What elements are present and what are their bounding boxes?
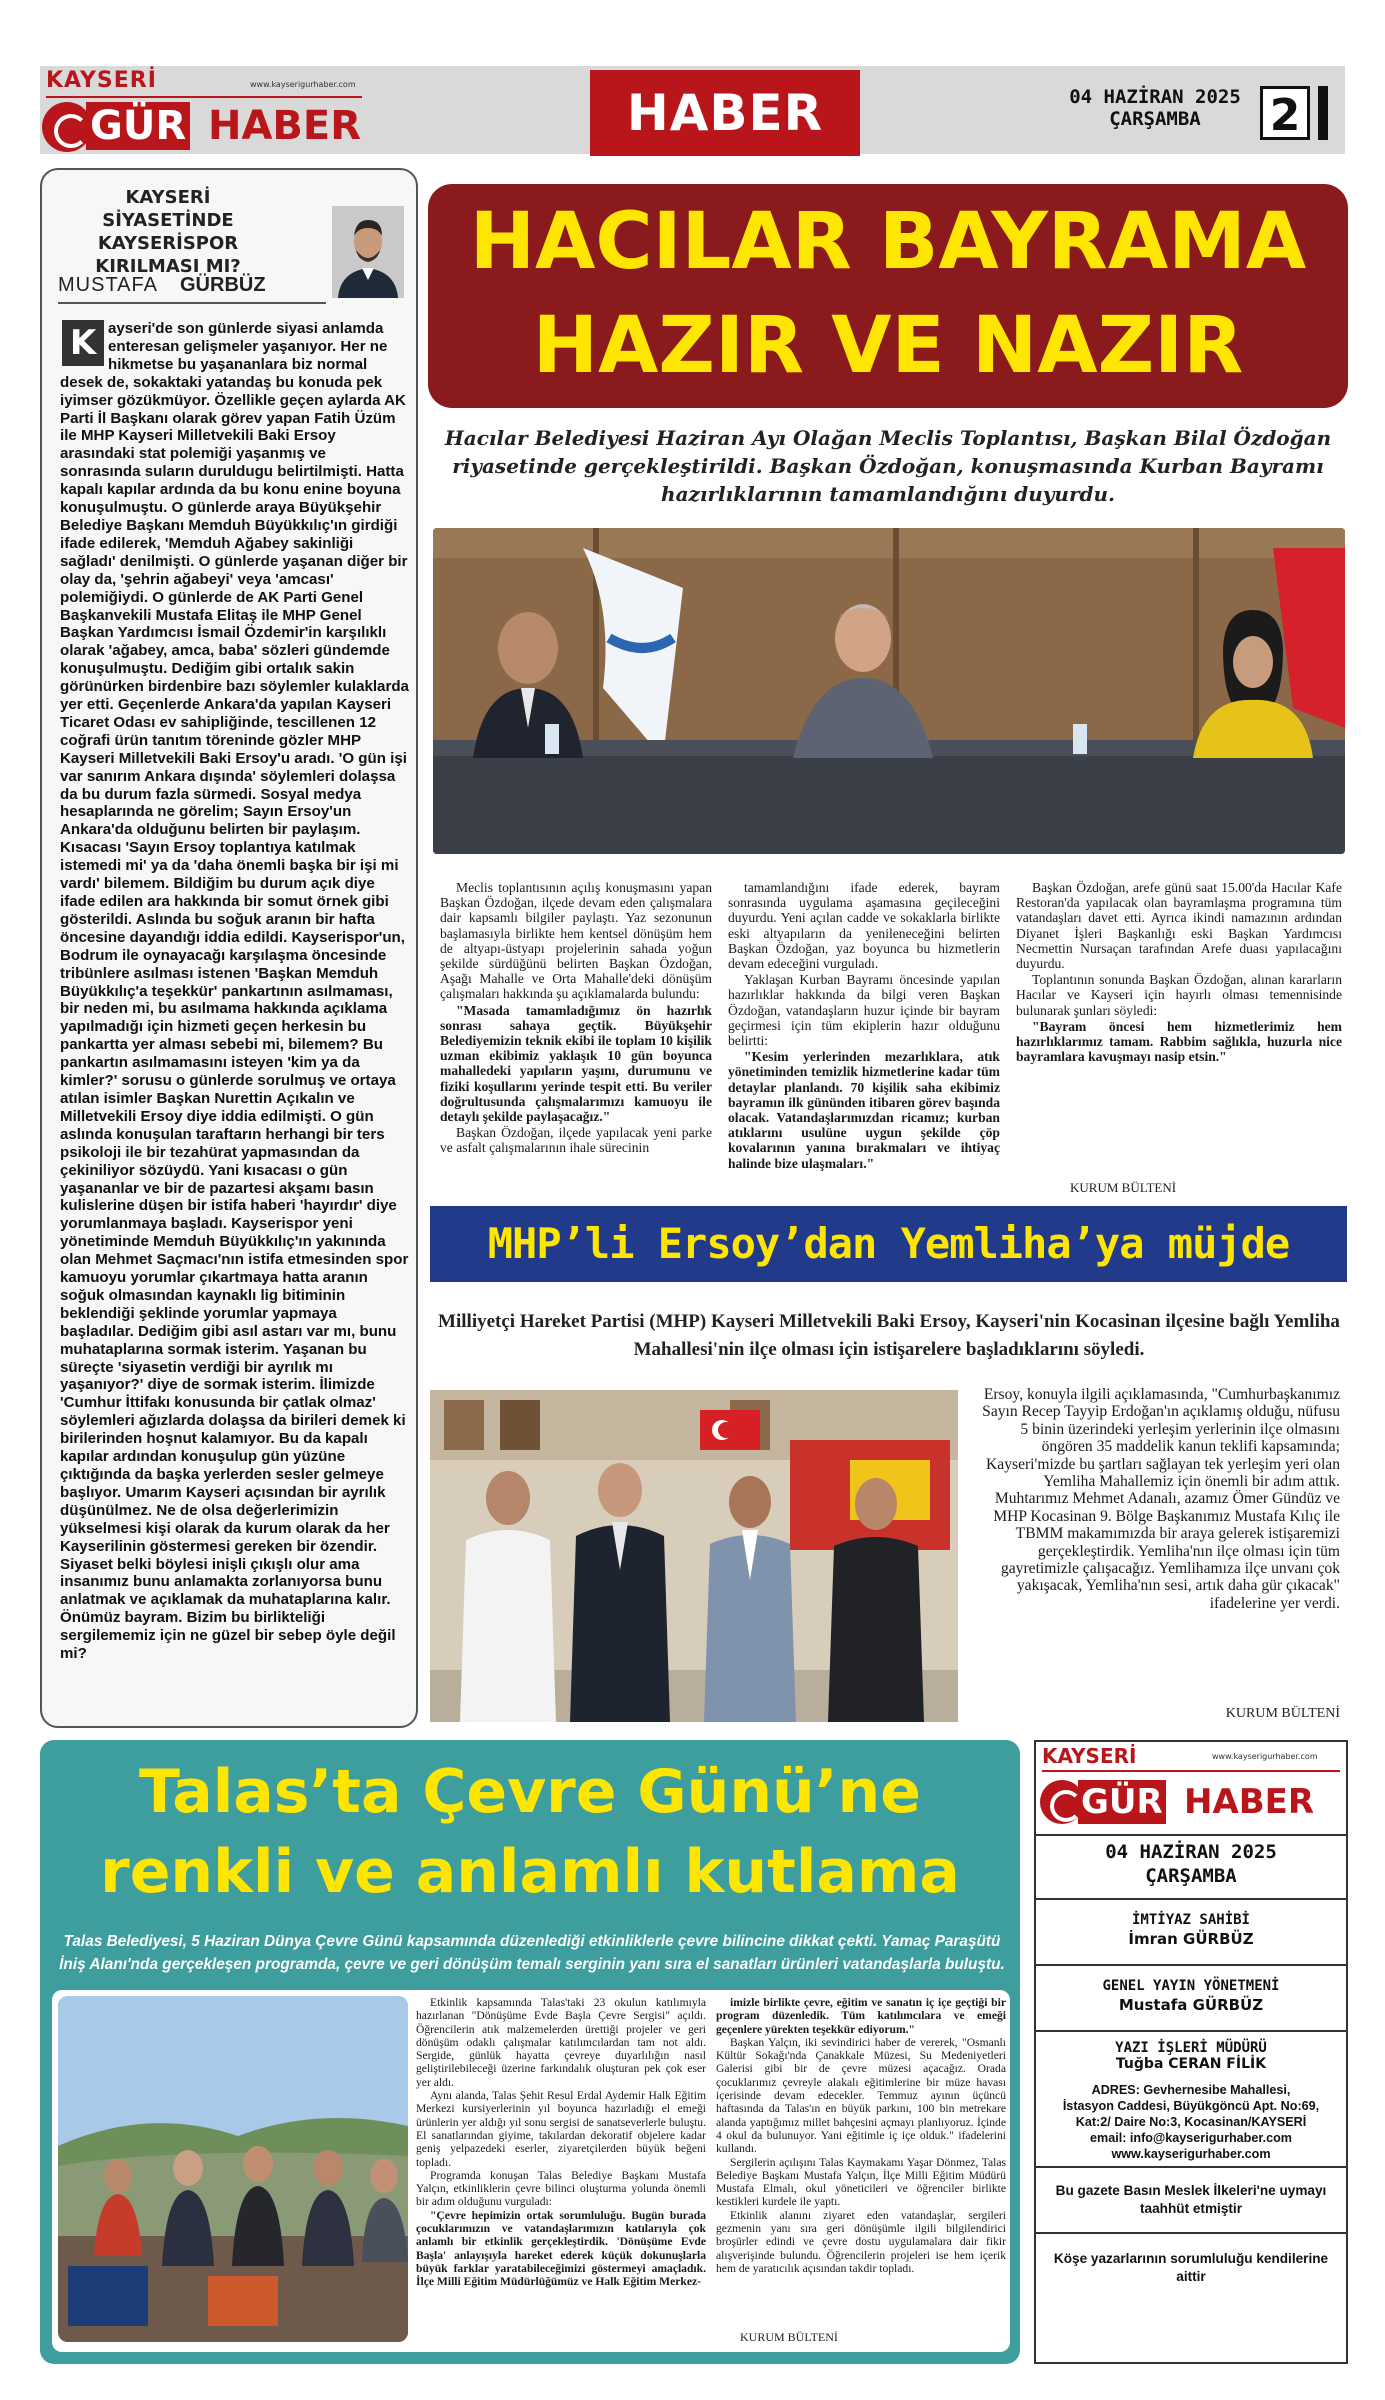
main-quote: "Bayram öncesi hem hizmetlerimiz hem hazırlıklarımız tamam. Rabbim sağlıkla, huzurla nice bayramlara kavuşmayı nasip etsin." <box>1016 1018 1342 1065</box>
logo-word-gur: GÜR <box>86 102 190 150</box>
masthead-logo-url: www.kayserigurhaber.com <box>1212 1752 1318 1761</box>
masthead-logo-city: KAYSERİ <box>1042 1744 1137 1768</box>
group-photo <box>430 1390 958 1722</box>
main-paragraph: Başkan Özdoğan, arefe günü saat 15.00'da Hacılar Kafe Restoran'da yapılacak olan bayramlaşma programına tüm vatandaşları davet etti. Ayrıca ikindi namazının ardından Diyanet İşleri Başkanlığı eski Başkan Yardımcısı Necmettin Nursaçan tarafından Arefe duası yapılacağını duyurdu. <box>1016 880 1342 972</box>
address-line: Kat:2/ Daire No:3, Kocasinan/KAYSERİ <box>1075 2115 1307 2129</box>
event-photo <box>58 1996 408 2342</box>
logo-word-haber: HABER <box>208 103 362 149</box>
column-author-first-name: MUSTAFA <box>58 274 158 296</box>
masthead-divider <box>1036 2232 1346 2234</box>
main-headline-line-2: HAZIR VE NAZIR <box>532 301 1244 391</box>
talas-quote: imizle birlikte çevre, eğitim ve sanatın iç içe geçtiği bir program düzenledik. Tüm katılımcılara ve emeği geçenlere yürekten teşekkür ediyorum." <box>716 1996 1006 2036</box>
main-headline[interactable] <box>428 190 1348 404</box>
newspaper-logo[interactable] <box>40 66 370 154</box>
column-title: KAYSERİ SİYASETİNDE KAYSERİSPOR KIRILMASI MI? <box>95 187 241 277</box>
talas-column-2 <box>716 1996 1006 2332</box>
main-story-column-2 <box>728 880 1000 1176</box>
masthead-divider <box>1036 2030 1346 2032</box>
main-quote: "Kesim yerlerinden mezarlıklara, atık yönetiminden temizlik hizmetlerine kadar tüm detaylar planlandı. 70 kişilik saha ekibimiz bayramın ilk gününden itibaren görev başında olacak. Vatandaşlarımızdan ricamız; kurban atıklarını usulüne uygun şekilde çöp kovalarının yanına bırakmaları ve ihtiyaç halinde bize ulaşmaları." <box>728 1049 1000 1171</box>
masthead-website[interactable]: www.kayserigurhaber.com <box>1111 2147 1271 2161</box>
logo-divider <box>46 96 362 98</box>
masthead-address <box>1042 2082 1340 2162</box>
main-paragraph: Başkan Özdoğan, ilçede yapılacak yeni parke ve asfalt çalışmalarının ihale sürecinin <box>440 1125 712 1156</box>
mhp-body: Ersoy, konuyla ilgili açıklamasında, "Cumhurbaşkanımız Sayın Recep Tayyip Erdoğan'ın açıklamış olduğu, nüfusu 5 binin üzerindeki yerleşim yerlerinin ilçe olmasını öngören 35 maddelik kanun teklifi kapsamında; Kayseri'mizde bu şartları sağlayan tek yerleşim yeri olan Yemliha Mahallemiz için önemli bir adım attık. Muhtarımız Mehmet Adanalı, azamız Ömer Gündüz ve MHP Kocasinan 9. Bölge Başkanımız Mustafa Kılıç ile TBMM makamımızda bir araya gelerek istişaremizi gerçekleştirdik. Yemliha'nın ilçe olması için tüm gayretimizle çalışacağız. Yemlihamıza ilçe unvanı çok yakışacak, Yemliha'nın sesi, artık daha gür çıkacak" ifadelerine yer verdi. <box>982 1386 1340 1612</box>
meeting-photo <box>433 528 1345 854</box>
masthead-date-day: 04 HAZİRAN 2025 <box>1105 1841 1277 1863</box>
talas-quote: "Çevre hepimizin ortak sorumluluğu. Bugün burada çocuklarımızın ve vatandaşlarımızın katılarıyla çok anlamlı bir etkinlik gerçekleştirdik. 'Dönüşüme Evde Başla' anlayışıyla hareket ederek küçük dokunuşlarla büyük farklar yaratabileceğimizi göstermeyi amaçladık. İlçe Milli Eğitim Müdürlüğümüz ve Halk Eğitim Merkez- <box>416 2208 706 2289</box>
masthead-logo[interactable] <box>1036 1742 1346 1832</box>
masthead-logo-word-haber: HABER <box>1184 1782 1315 1822</box>
masthead-divider <box>1036 1964 1346 1966</box>
talas-headline[interactable] <box>40 1752 1020 1912</box>
owner-name: İmran GÜRBÜZ <box>1128 1930 1254 1948</box>
main-headline-line-1: HACILAR BAYRAMA <box>469 197 1307 287</box>
main-story-column-3 <box>1016 880 1342 1176</box>
section-title: HABER <box>590 70 860 156</box>
owner-label: İMTİYAZ SAHİBİ <box>1131 1912 1250 1928</box>
talas-paragraph: Programda konuşan Talas Belediye Başkanı Mustafa Yalçın, etkinliklerin çevre bilinci oluşturma yolunda önemli bir adım olduğunu vurguladı: <box>416 2168 706 2209</box>
director-name: Mustafa GÜRBÜZ <box>1118 1996 1264 2014</box>
talas-paragraph: Etkinlik alanını ziyaret eden vatandaşlar, sergileri gezmenin yanı sıra geri dönüşümle ilgili bilgilendirici broşürler edindi ve çevre dostu uygulamalara dair fikir alışverişinde bulundu. Öğrencilerin projeleri ise hem içerik hem de yaratıcılık açısından takdir topladı. <box>716 2208 1006 2275</box>
masthead-divider <box>1036 1834 1346 1836</box>
main-story-byline: KURUM BÜLTENİ <box>1070 1180 1177 1195</box>
talas-byline: KURUM BÜLTENİ <box>740 2330 838 2344</box>
gur-haber-logo-icon <box>42 102 92 152</box>
person-photo-icon <box>332 206 404 298</box>
editor-name: Tuğba CERAN FİLİK <box>1115 2056 1267 2072</box>
column-author-last-name: GÜRBÜZ <box>180 274 266 296</box>
masthead-logo-divider <box>1042 1770 1340 1772</box>
masthead-date <box>1036 1840 1346 1888</box>
main-quote: "Masada tamamladığımız ön hazırlık sonrası sahaya geçtik. Büyükşehir Belediyemizin teknik ekibi ile toplam 10 kişilik uzman ekibimiz yaklaşık 10 gün boyunca mahalledeki yapıların yaşını, durumunu ve fiziki koşullarını yerinde tespit etti. Bu veriler doğrultusunda çalışmalarımızı kamuoyu ile detaylı şekilde paylaşacağız." <box>440 1002 712 1125</box>
issue-date-day: 04 HAZİRAN 2025 <box>1069 86 1241 108</box>
main-lede: Hacılar Belediyesi Haziran Ayı Olağan Meclis Toplantısı, Başkan Bilal Özdoğan riyasetinde gerçekleştirildi. Başkan Özdoğan, konuşmasında Kurban Bayramı hazırlıklarının tamamlandığını duyurdu. <box>444 426 1332 506</box>
group-photo-icon <box>430 1390 958 1722</box>
column-author-divider <box>58 302 326 304</box>
main-paragraph: tamamlandığını ifade ederek, bayram sonrasında uygulama aşamasına geçileceğini duyurdu. Yeni açılan cadde ve sokaklarla birlikte eski altyapıların da yenileneceğini belirten Başkan Özdoğan, yaz boyunca bu hizmetlerin devam edeceğini vurguladı. <box>728 880 1000 972</box>
main-paragraph: Yaklaşan Kurban Bayramı öncesinde yapılan hazırlıklar hakkında da bilgi veren Başkan Özdoğan, vatandaşların huzur içinde bir bayram geçirmesi için tüm ekiplerin hazır olduğunu belirtti: <box>728 972 1000 1049</box>
logo-city: KAYSERİ <box>46 68 157 93</box>
talas-paragraph: Sergilerin açılışını Talas Kaymakamı Yaşar Dönmez, Talas Belediye Başkanı Mustafa Yalçın, İlçe Milli Eğitim Müdürü Mustafa Elmalı, okul yöneticileri ve öğrenciler birlikte kestikleri kurdele ile yaptı. <box>716 2155 1006 2209</box>
page-number: 2 <box>1260 86 1310 140</box>
meeting-photo-icon <box>433 528 1345 854</box>
issue-date <box>1052 86 1258 130</box>
talas-lede: Talas Belediyesi, 5 Haziran Dünya Çevre Günü kapsamında düzenlediği etkinliklerle çevre bilincine dikkat çekti. Yamaç Paraşütü İniş Alanı'nda gerçekleşen programda, çevre ve geri dönüşüm temalı serginin yanı sıra el sanatları ürünleri vatandaşlarla buluştu. <box>59 1933 1005 1973</box>
logo-wordmark <box>40 100 370 154</box>
address-line: ADRES: Gevhernesibe Mahallesi, <box>1091 2083 1291 2097</box>
main-paragraph: Toplantının sonunda Başkan Özdoğan, alınan kararların Hacılar ve Kayseri için hayırlı olması temennisinde bulunarak şunları söyledi: <box>1016 972 1342 1018</box>
talas-headline-line-1: Talas’ta Çevre Günü’ne <box>139 1757 921 1827</box>
masthead-divider <box>1036 2166 1346 2168</box>
column-body: ayseri'de son günlerde siyasi anlamda enteresan gelişmeler yaşanıyor. Her ne hikmetse bu yaşananlara biz normal desek de, sokaktaki yatandaş bu konuda pek iyimser gözükmüyor. Özellikle geçen aylarda AK Parti İl Başkanı olarak görev yapan Fatih Üzüm ile MHP Kayseri Milletvekili Baki Ersoy arasındaki stat polemiği yaşanmış ve sonrasında suların duruldugu belirtilmişti. Hatta kapalı kapılar ardında da bu konu enine boyuna konuşulmuştu. O günlerde araya Büyükşehir Belediye Başkanı Memduh Büyükkılıç'ın girdiği ifade edilerek, 'Memduh Ağabey sakinliği sağladı' denilmişti. O günlerde yaşanan diğer bir olay da, 'şehrin ağabeyi' veya 'amcası' polemiğiydi. O günlerde de AK Parti Genel Başkanvekili Mustafa Elitaş ile MHP Genel Başkan Yardımcısı İsmail Özdemir'in karşılıklı olarak 'ağabey, amca, baba' sözleri gündemde konuşulmuştu. Dediğim gibi ortalık sakin görünürken birdenbire bazı söylemler kulaklarda yer etti. Geçenlerde Ankara'da yapılan Kayseri Ticaret Odası ev sahipliğinde, tescillenen 12 coğrafi ürün tanıtım töreninde gözler MHP Kayseri Milletvekili Baki Ersoy'u aradı. 'O gün işi var sanırım Ankara dışında' söylemleri dolaşsa da bu durum fazla sürmedi. Sosyal medya hesaplarında ne görelim; Sayın Ersoy'un Ankara'da olduğunu belirten bir paylaşım. Kısacası 'Sayın Ersoy toplantıya katılmak istemedi mi' ya da 'daha önemli başka bir işi mi vardı' bilemem. Bildiğim bu durum açık diye ifade edilen ara hakkında bir somut örnek gibi gösterildi. Aslında bu soğuk aranın bir hafta öncesine dayandığı iddia edildi. Kayserispor'un, Bodrum ile oynayacağı karşılaşma öncesinde tribünlere asılması istenen 'Başkan Memduh Büyükkılıç'a teşekkür' pankartının asılmaması, bir neden mi, bu asılmama hakkında açıklama yapılmadığı için hizmeti geçen herkesin bu pankartta yer alması sebebi mi, bilemem? Bu pankartın asılmamasını isteyen 'kim ya da kimler?' sorusu o günlerde sorulmuş ve ortaya atılan isimler Başkan Nurettin Açıkalın ve Milletvekili Ersoy diye iddia edilmişti. O gün aslında konuşulan taraftarın herhangi bir ters psikoloji ile bir tezahürat yapmasından da çekiniliyor sözüydü. Yani kısacası o gün yaşananlar ve bir de pazartesi akşamı basın kulislerine düşen bir istifa haberi 'hayırdır' diye yorumlanmaya başladı. Kayserispor yeni yönetiminde Memduh Büyükkılıç'ın yakınında olan Mehmet Saçmacı'nın istifa etmesinden spor kamuoyu yorumlar çıkartmaya hatta aranın soğuk olmasından kaynaklı lig bitiminin beklendiği şeklinde yorumlar yapmaya başladılar. Dediğim gibi asıl astarı var mı, bunu muhataplarına sormak isterim. Yaşanan bu süreçte 'siyasetin verdiği bir ayrılık mı yaşanıyor?' diye de sormak isterim. İlimizde 'Cumhur İttifakı konusunda bir çatlak olmaz' söylemleri ağızlarda dolaşsa da birileri demek ki birilerinden hoşnut kalamıyor. Bu da kapalı kapılar ardından konuşulup gün yüzüne çıktığında da başka yerlerden sesler gelmeye başlıyor. Umarım Kayseri açısından bir ayrılık düşünülmez. Ne de olsa değerlerimizin yükselmesi kişi olarak da kurum olarak da her Kayserilinin göstermesi gereken bir özendir. Siyaset belki böylesi inişli çıkışlı olur ama insanımız bunu anlamakta zorlanıyorsa bunu anlatmak ve açıklamak da muhataplarına kalır. Önümüz bayram. Bizim bu birlikteliği sergilememiz için ne güzel bir sebep öyle değil mi? <box>60 320 409 1663</box>
column-dropcap: K <box>62 320 104 366</box>
main-paragraph: Meclis toplantısının açılış konuşmasını yapan Başkan Özdoğan, ilçede devam eden çalışmalara dair kapsamlı bilgiler paylaştı. Yaz sezonunun başlamasıyla birlikte hem kentsel dönüşüm hem de altyapı-üstyapı projelerinin sahada yoğun şekilde sürdüğünü belirten Başkan Özdoğan, Aşağı Mahalle ve Orta Mahalle'deki dönüşüm çalışmaları hakkında şu açıklamalarda bulundu: <box>440 880 712 1002</box>
talas-headline-line-2: renkli ve anlamlı kutlama <box>100 1837 960 1907</box>
mhp-byline: KURUM BÜLTENİ <box>1225 1706 1340 1721</box>
event-photo-icon <box>58 1996 408 2342</box>
talas-paragraph: Etkinlik kapsamında Talas'taki 23 okulun katılımıyla hazırlanan "Dönüşüme Evde Başla Çevre Sergisi" açıldı. Öğrencilerin atık malzemelerden ürettiği projeler ve geri dönüşüm odaklı çalışmalar katılımcılardan tam not aldı. Sergide, günlük hayatta çevreye duyarlılığın nasıl geliştirilebileceği üzerine farkındalık oluşturan pek çok eser yer aldı. <box>416 1996 706 2089</box>
responsibility-note: Köşe yazarlarının sorumluluğu kendilerine aittir <box>1053 2251 1329 2284</box>
main-story-column-1 <box>440 880 712 1176</box>
address-line: İstasyon Caddesi, Büyükgöncü Apt. No:69, <box>1062 2099 1320 2113</box>
issue-date-weekday: ÇARŞAMBA <box>1109 108 1201 130</box>
masthead-email[interactable]: email: info@kayserigurhaber.com <box>1090 2131 1292 2145</box>
talas-paragraph: Aynı alanda, Talas Şehit Resul Erdal Aydemir Halk Eğitim Merkezi kursiyerlerinin yıl boyunca hazırladığı el emeği ürünlerin yer aldığı yıl sonu sergisi de sanatseverlerle buluştu. El sanatlarından giyime, takılardan dekoratif objelere kadar geniş yelpazedeki eserler, ziyaretçilerden büyük beğeni topladı. <box>416 2089 706 2169</box>
talas-column-1 <box>416 1996 706 2346</box>
author-photo <box>332 206 404 298</box>
mhp-headline[interactable]: MHP’li Ersoy’dan Yemliha’ya müjde <box>487 1219 1290 1268</box>
masthead-logo-word-gur: GÜR <box>1078 1780 1166 1824</box>
masthead-divider <box>1036 1898 1346 1900</box>
talas-paragraph: Başkan Yalçın, iki sevindirici haber de vererek, "Osmanlı Kültür Sokağı'nda Çanakkale Müzesi, Su Medeniyetleri Galerisi gibi bir de çevre müzesi açacağız. Orada çocuklarımız çevreyle alakalı eğitimlerine bir müze havası içerisinde devam edecekler. Temmuz ayının üçüncü haftasında da Talas'ın en büyük parkını, 100 bin metrekare alanda yaptığımız millet bahçesini açmayı planlıyoruz. İçinde 4 okul da bulunuyor. Yani eğitimle iç içe olduk." ifadelerini kullandı. <box>716 2035 1006 2156</box>
mhp-lede: Milliyetçi Hareket Partisi (MHP) Kayseri Milletvekili Baki Ersoy, Kayseri'nin Kocasinan ilçesine bağlı Yemliha Mahallesi'nin ilçe olması için istişarelere başladıklarını söyledi. <box>438 1311 1340 1360</box>
logo-url: www.kayserigurhaber.com <box>250 80 356 89</box>
ethics-note: Bu gazete Basın Meslek İlkeleri'ne uymayı taahhüt etmiştir <box>1055 2183 1327 2216</box>
page-number-bar <box>1318 86 1328 140</box>
masthead-date-weekday: ÇARŞAMBA <box>1145 1865 1237 1887</box>
editor-label: YAZI İŞLERİ MÜDÜRÜ <box>1115 2040 1267 2056</box>
director-label: GENEL YAYIN YÖNETMENİ <box>1102 1978 1280 1994</box>
